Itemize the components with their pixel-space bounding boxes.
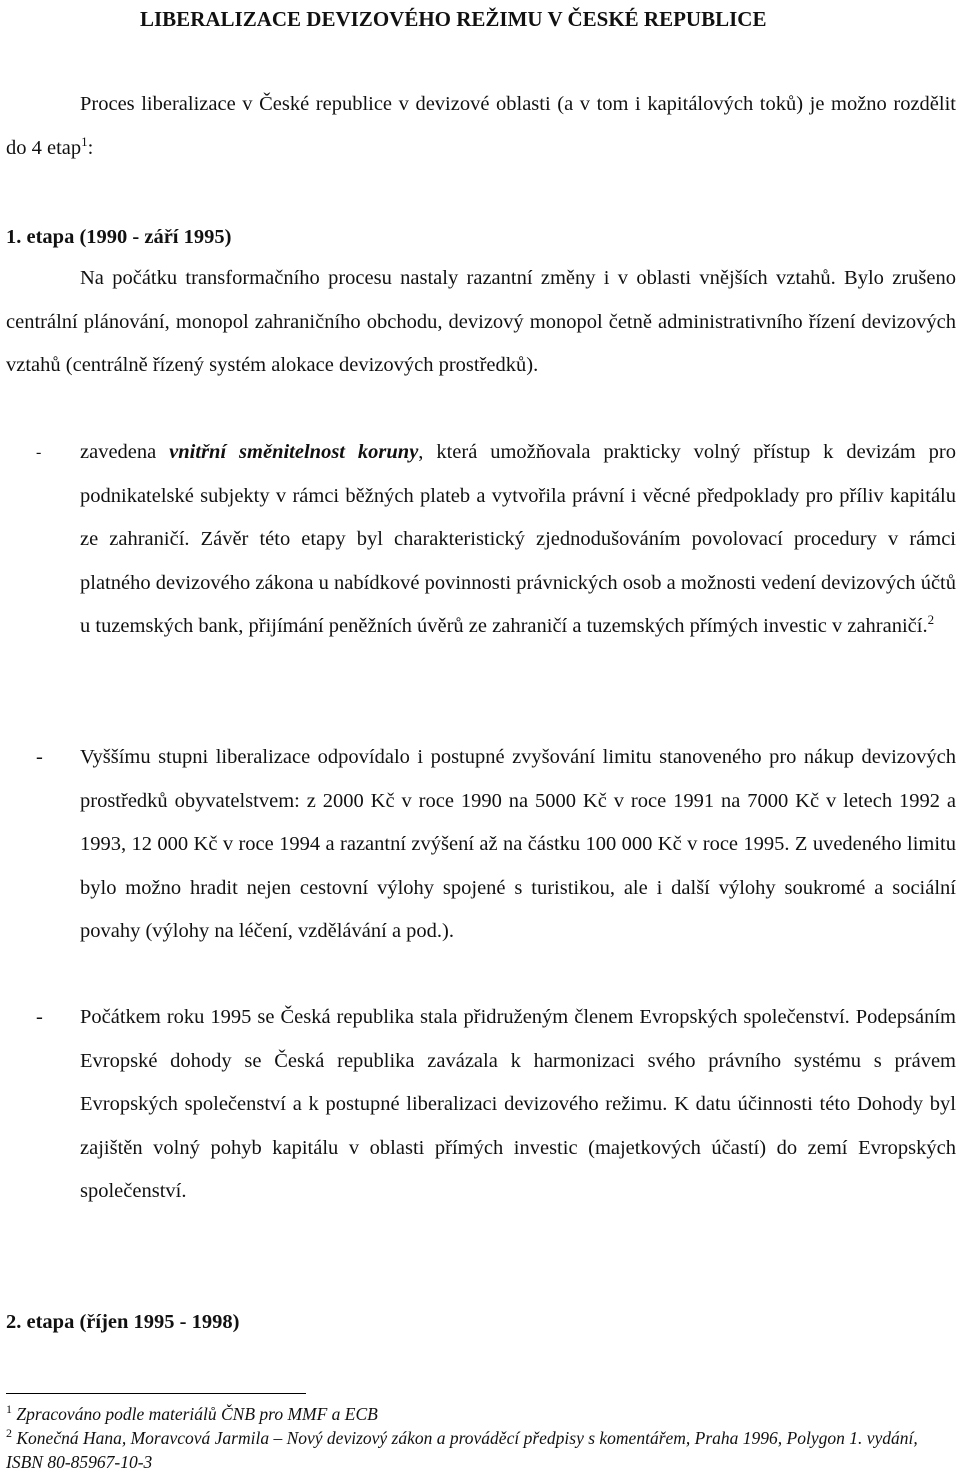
bullet-item-2: Vyššímu stupni liberalizace odpovídalo i postupné zvyšování limitu stanoveného pro nákup devizových prostředků obyvatelstvem: z 2000 Kč v roce 1990 na 5000 Kč v roce 1991 na 7000 Kč v letech 1992 a 1993, 12 000 Kč v roce 1994 a razantní zvýšení až na částku 100 000 Kč v roce 1995. Z uvedeného limitu bylo možno hradit nejen cestovní výlohy spojené s turistikou, ale i další výlohy soukromé a sociální povahy (výlohy na léčení, vzdělávání a pod.). <box>80 746 956 942</box>
bullet-marker-1: - <box>36 444 42 461</box>
footnote-ref-1[interactable]: 1 <box>81 133 88 149</box>
document-title: LIBERALIZACE DEVIZOVÉHO REŽIMU V ČESKÉ REPUBLICE <box>140 7 767 31</box>
stage1-paragraph: Na počátku transformačního procesu nastaly razantní změny i v oblasti vnějších vztahů. Bylo zrušeno centrální plánování, monopol zahraničního obchodu, devizový monopol četně administrativního řízení devizových vztahů (centrálně řízený systém alokace devizových prostředků). <box>6 267 956 376</box>
footnote-2-text: Konečná Hana, Moravcová Jarmila – Nový devizový zákon a prováděcí předpisy s komentářem, Praha 1996, Polygon 1. vydání, ISBN 80-85967-10-3 <box>6 1428 918 1472</box>
footnote-2 <box>6 1426 956 1474</box>
footnote-1 <box>6 1402 956 1426</box>
bullet-marker-3: - <box>36 1006 43 1028</box>
footnote-1-number: 1 <box>6 1402 12 1416</box>
bullet1-post: , která umožňovala prakticky volný přístup k devizám pro podnikatelské subjekty v rámci běžných plateb a vytvořila právní i věcné předpoklady pro příliv kapitálu ze zahraničí. Závěr této etapy byl charakteristický zjednodušováním povolovací procedury v rámci platného devizového zákona u nabídkové povinnosti právnických osob a možnosti vedení devizových účtů u tuzemských bank, přijímání peněžních úvěrů ze zahraničí a tuzemských přímých investic v zahraničí. <box>80 441 957 637</box>
bullet-item-3: Počátkem roku 1995 se Česká republika stala přidruženým členem Evropských společenství. Podepsáním Evropské dohody se Česká republika zavázala k harmonizaci svého právního systému s právem Evropských společenství a k postupné liberalizaci devizového režimu. K datu účinnosti této Dohody byl zajištěn volný pohyb kapitálu v oblasti přímých investic (majetkových účastí) do zemí Evropských společenství. <box>80 1006 956 1202</box>
bullet-marker-2: - <box>36 746 43 768</box>
intro-paragraph <box>6 83 956 170</box>
footnote-2-number: 2 <box>6 1426 12 1440</box>
bullet-item-1 <box>80 431 956 649</box>
stage2-heading: 2. etapa (říjen 1995 - 1998) <box>6 1311 240 1333</box>
footnote-ref-2[interactable]: 2 <box>927 612 935 627</box>
footnote-divider <box>6 1393 306 1394</box>
intro-text: Proces liberalizace v České republice v devizové oblasti (a v tom i kapitálových toků) je možno rozdělit do 4 etap <box>6 93 956 159</box>
bullet1-emphasis: vnitřní směnitelnost koruny <box>169 441 419 463</box>
bullet1-pre: zavedena <box>80 441 170 463</box>
intro-tail: : <box>87 136 94 159</box>
footnote-1-text: Zpracováno podle materiálů ČNB pro MMF a ECB <box>16 1404 378 1424</box>
stage1-heading: 1. etapa (1990 - září 1995) <box>6 226 232 248</box>
